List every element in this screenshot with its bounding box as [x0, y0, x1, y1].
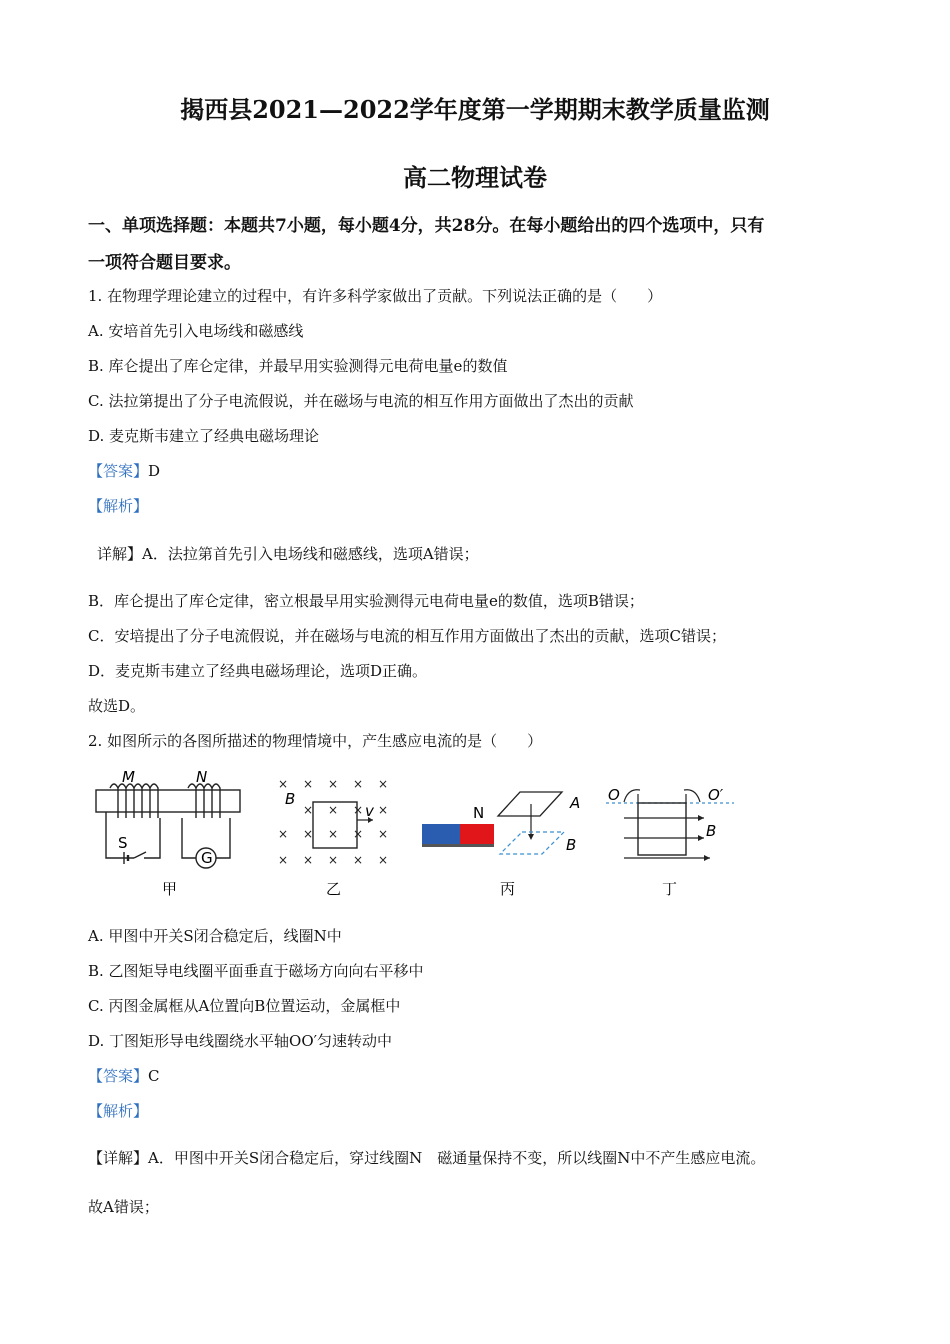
q1-analysis-line: C．安培提出了分子电流假说，并在磁场与电流的相互作用方面做出了杰出的贡献，选项C错误； [88, 627, 726, 645]
panel-label-yi: 乙 [326, 880, 342, 898]
page-title: 揭西县2021—2022学年度第一学期期末教学质量监测 [180, 95, 770, 124]
label-field-b: B [706, 822, 717, 840]
section-heading-line2: 一项符合题目要求。 [88, 253, 241, 273]
q1-option-a: A. 安培首先引入电场线和磁感线 [88, 322, 304, 340]
q2-analysis-line: 故A错误； [88, 1198, 159, 1216]
q1-stem: 1. 在物理学理论建立的过程中，有许多科学家做出了贡献。下列说法正确的是（ ） [88, 287, 663, 305]
frame-position-a [498, 792, 562, 816]
q2-answer [88, 1065, 160, 1086]
q2-option-b: B. 乙图矩导电线圈平面垂直于磁场方向向右平移中 [88, 962, 424, 980]
answer-value: D [148, 462, 161, 480]
answer-value: C [148, 1067, 160, 1085]
svg-text:×: × [328, 853, 339, 867]
svg-text:×: × [353, 827, 364, 841]
q2-option-a: A. 甲图中开关S闭合稳定后，线圈N中 [88, 927, 342, 945]
label-m: M [122, 768, 135, 786]
q1-analysis-line: B．库仑提出了库仑定律，密立根最早用实验测得元电荷电量e的数值，选项B错误； [88, 592, 644, 610]
svg-text:×: × [328, 827, 339, 841]
answer-tag: 【答案】 [88, 1067, 149, 1085]
q1-option-b: B. 库仑提出了库仑定律，并最早用实验测得元电荷电量e的数值 [88, 357, 508, 375]
label-position-b: B [566, 836, 577, 854]
label-axis-o-prime: O′ [708, 786, 724, 804]
label-field-b: B [285, 790, 296, 808]
svg-text:×: × [353, 777, 364, 791]
label-switch: S [118, 834, 128, 852]
figure-jia [96, 784, 240, 868]
page-subtitle: 高二物理试卷 [403, 163, 547, 192]
coil-m [110, 784, 158, 818]
label-axis-o: O [608, 786, 620, 804]
q1-answer [88, 460, 160, 481]
svg-text:×: × [353, 803, 364, 817]
svg-text:×: × [378, 853, 389, 867]
svg-text:×: × [378, 827, 389, 841]
label-velocity: v [365, 802, 374, 820]
q1-analysis-line: 详解】A．法拉第首先引入电场线和磁感线，选项A错误； [97, 545, 479, 563]
label-position-a: A [570, 794, 581, 812]
panel-label-ding: 丁 [662, 880, 678, 898]
q2-analysis-tag: 【解析】 [88, 1102, 149, 1120]
panel-label-bing: 丙 [500, 880, 516, 898]
svg-text:×: × [303, 803, 314, 817]
svg-text:×: × [303, 777, 314, 791]
magnet-shadow [422, 844, 494, 847]
magnet-n-pole [460, 824, 494, 844]
coil-n [188, 784, 220, 818]
svg-text:×: × [278, 827, 289, 841]
svg-text:×: × [278, 777, 289, 791]
answer-tag: 【答案】 [88, 462, 149, 480]
motion-arrowhead [528, 834, 534, 840]
svg-text:×: × [353, 853, 364, 867]
q2-option-c: C. 丙图金属框从A位置向B位置运动，金属框中 [88, 997, 401, 1015]
section-heading-line1: 一、单项选择题：本题共7小题，每小题4分，共28分。在每小题给出的四个选项中，只有 [88, 216, 765, 236]
q1-analysis-line: 故选D。 [88, 697, 146, 715]
rotating-coil [638, 803, 686, 855]
circuit-wire-m [106, 812, 160, 858]
svg-text:×: × [303, 853, 314, 867]
svg-text:×: × [378, 777, 389, 791]
q1-option-d: D. 麦克斯韦建立了经典电磁场理论 [88, 427, 320, 445]
q1-analysis-line: D．麦克斯韦建立了经典电磁场理论，选项D正确。 [88, 662, 428, 680]
label-n-pole: N [473, 804, 485, 822]
svg-text:×: × [328, 777, 339, 791]
svg-text:×: × [278, 853, 289, 867]
q2-analysis-line: 【详解】A．甲图中开关S闭合稳定后，穿过线圈N 磁通量保持不变，所以线圈N中不产生感应电流。 [88, 1149, 766, 1167]
label-galvanometer: G [201, 849, 213, 867]
panel-label-jia: 甲 [162, 880, 178, 898]
svg-text:×: × [303, 827, 314, 841]
q1-analysis-tag: 【解析】 [88, 497, 149, 515]
svg-text:×: × [378, 803, 389, 817]
magnet-s-pole [422, 824, 460, 844]
q2-stem: 2. 如图所示的各图所描述的物理情境中，产生感应电流的是（ ） [88, 732, 543, 750]
q2-option-d: D. 丁图矩形导电线圈绕水平轴OO′匀速转动中 [88, 1032, 393, 1050]
q2-figure [88, 762, 748, 902]
svg-text:×: × [328, 803, 339, 817]
label-n: N [196, 768, 208, 786]
field-lines [624, 818, 710, 858]
switch-blade [134, 852, 146, 858]
q1-option-c: C. 法拉第提出了分子电流假说，并在磁场与电流的相互作用方面做出了杰出的贡献 [88, 392, 634, 410]
